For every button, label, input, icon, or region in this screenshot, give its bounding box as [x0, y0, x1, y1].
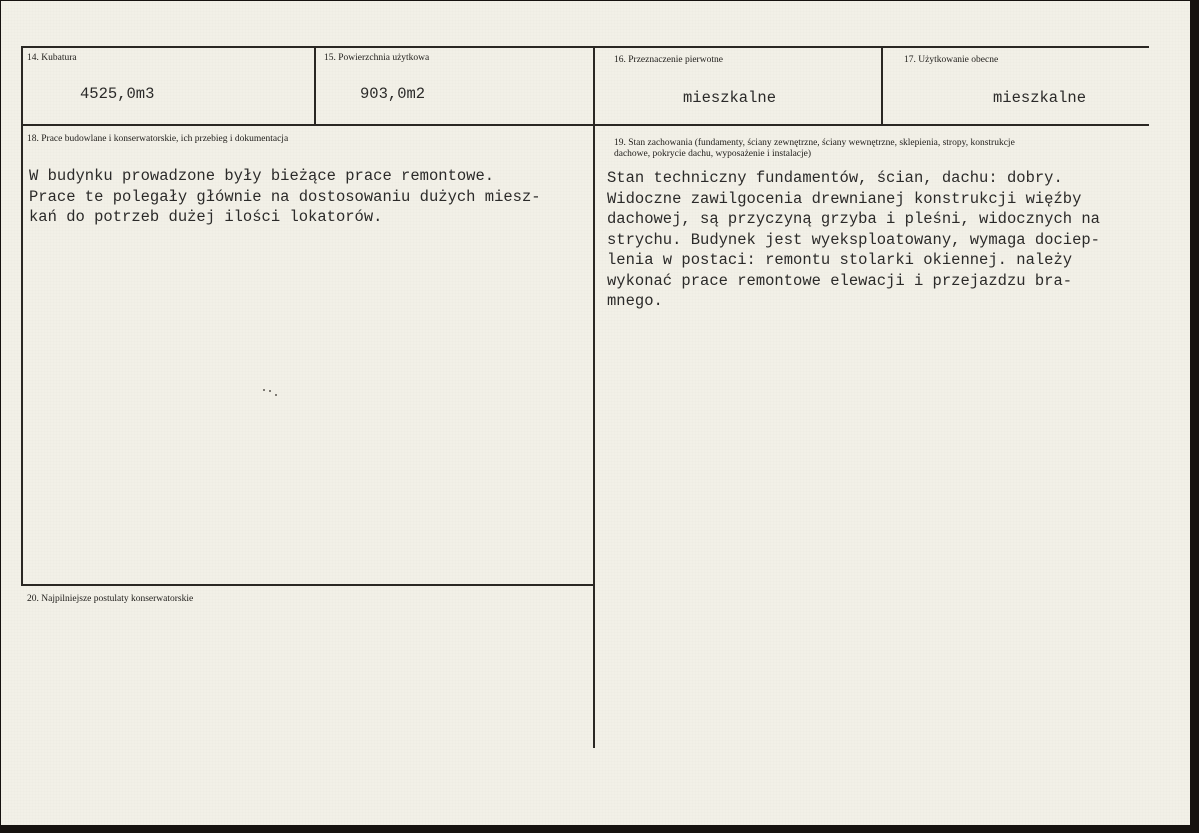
- field-19-label-line1: 19. Stan zachowania (fundamenty, ściany zewnętrzne, ściany wewnętrzne, sklepienia, stropy, konstrukcje: [614, 138, 1015, 148]
- field-19-label-line2: dachowe, pokrycie dachu, wyposażenie i instalacje): [614, 149, 812, 159]
- top-rule: [21, 46, 1149, 48]
- field-20-label: 20. Najpilniejsze postulaty konserwatorskie: [27, 594, 194, 604]
- section-20-top-rule: [21, 584, 594, 586]
- field-16-label: 16. Przeznaczenie pierwotne: [614, 55, 723, 65]
- paper-specks: [263, 387, 283, 397]
- text-line: Prace te polegały głównie na dostosowaniu dużych miesz-: [29, 187, 541, 206]
- field-18-text: [29, 166, 589, 228]
- field-19-text: [607, 168, 1167, 312]
- field-15-label: 15. Powierzchnia użytkowa: [324, 53, 430, 63]
- text-line: W budynku prowadzone były bieżące prace remontowe.: [29, 167, 495, 185]
- text-line: mnego.: [607, 292, 663, 310]
- text-line: Stan techniczny fundamentów, ścian, dachu: dobry.: [607, 169, 1063, 187]
- field-14-label: 14. Kubatura: [27, 53, 77, 63]
- row1-bottom-rule: [21, 124, 1149, 126]
- text-line: strychu. Budynek jest wyeksploatowany, wymaga dociep-: [607, 230, 1100, 249]
- divider-14-15: [314, 46, 316, 126]
- left-frame-rule: [21, 46, 23, 586]
- field-18-label: 18. Prace budowlane i konserwatorskie, ich przebieg i dokumentacja: [27, 134, 289, 144]
- text-line: lenia w postaci: remontu stolarki okiennej. należy: [607, 251, 1073, 269]
- field-15-value: 903,0m2: [360, 85, 426, 103]
- record-card: [1, 1, 1190, 825]
- text-line: kań do potrzeb dużej ilości lokatorów.: [29, 208, 383, 226]
- field-17-label: 17. Użytkowanie obecne: [904, 55, 999, 65]
- text-line: wykonać prace remontowe elewacji i przejazdzu bra-: [607, 271, 1073, 290]
- field-17-value: mieszkalne: [993, 89, 1087, 107]
- text-line: Widoczne zawilgocenia drewnianej konstrukcji więźby: [607, 189, 1082, 208]
- text-line: dachowej, są przyczyną grzyba i pleśni, widocznych na: [607, 210, 1100, 228]
- center-divider: [593, 46, 595, 748]
- field-16-value: mieszkalne: [683, 89, 777, 107]
- field-14-value: 4525,0m3: [80, 85, 155, 103]
- divider-16-17: [881, 46, 883, 126]
